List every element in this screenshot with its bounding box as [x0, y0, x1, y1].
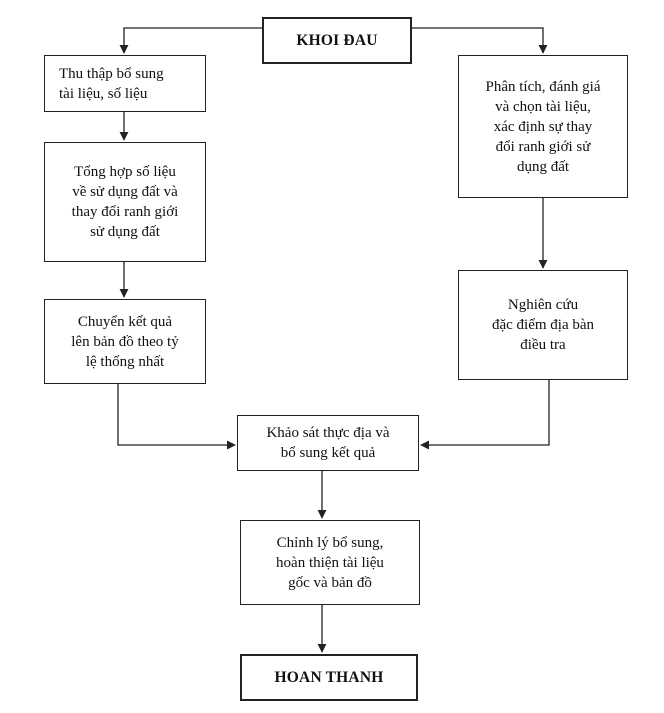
transfer-to-map-node: Chuyển kết quả lên bản đồ theo tỷ lệ thống nhất [44, 299, 206, 384]
arrow-start-to-analyze [412, 28, 543, 53]
analyze-documents-node: Phân tích, đánh giá và chọn tài liệu, xác định sự thay đổi ranh giới sử dụng đất [458, 55, 628, 198]
collect-data-node: Thu thập bổ sung tài liệu, số liệu [44, 55, 206, 112]
arrow-research-to-survey [421, 380, 549, 445]
summarize-data-node: Tổng hợp số liệu về sử dụng đất và thay đổi ranh giới sử dụng đất [44, 142, 206, 262]
arrow-transfer-to-survey [118, 384, 235, 445]
end-node: HOAN THANH [240, 654, 418, 701]
research-area-node: Nghiên cứu đặc điểm địa bàn điều tra [458, 270, 628, 380]
start-node: KHOI ĐAU [262, 17, 412, 64]
arrow-start-to-collect [124, 28, 262, 53]
field-survey-node: Khảo sát thực địa và bổ sung kết quả [237, 415, 419, 471]
refine-documents-node: Chỉnh lý bổ sung, hoàn thiện tài liệu gốc và bản đồ [240, 520, 420, 605]
